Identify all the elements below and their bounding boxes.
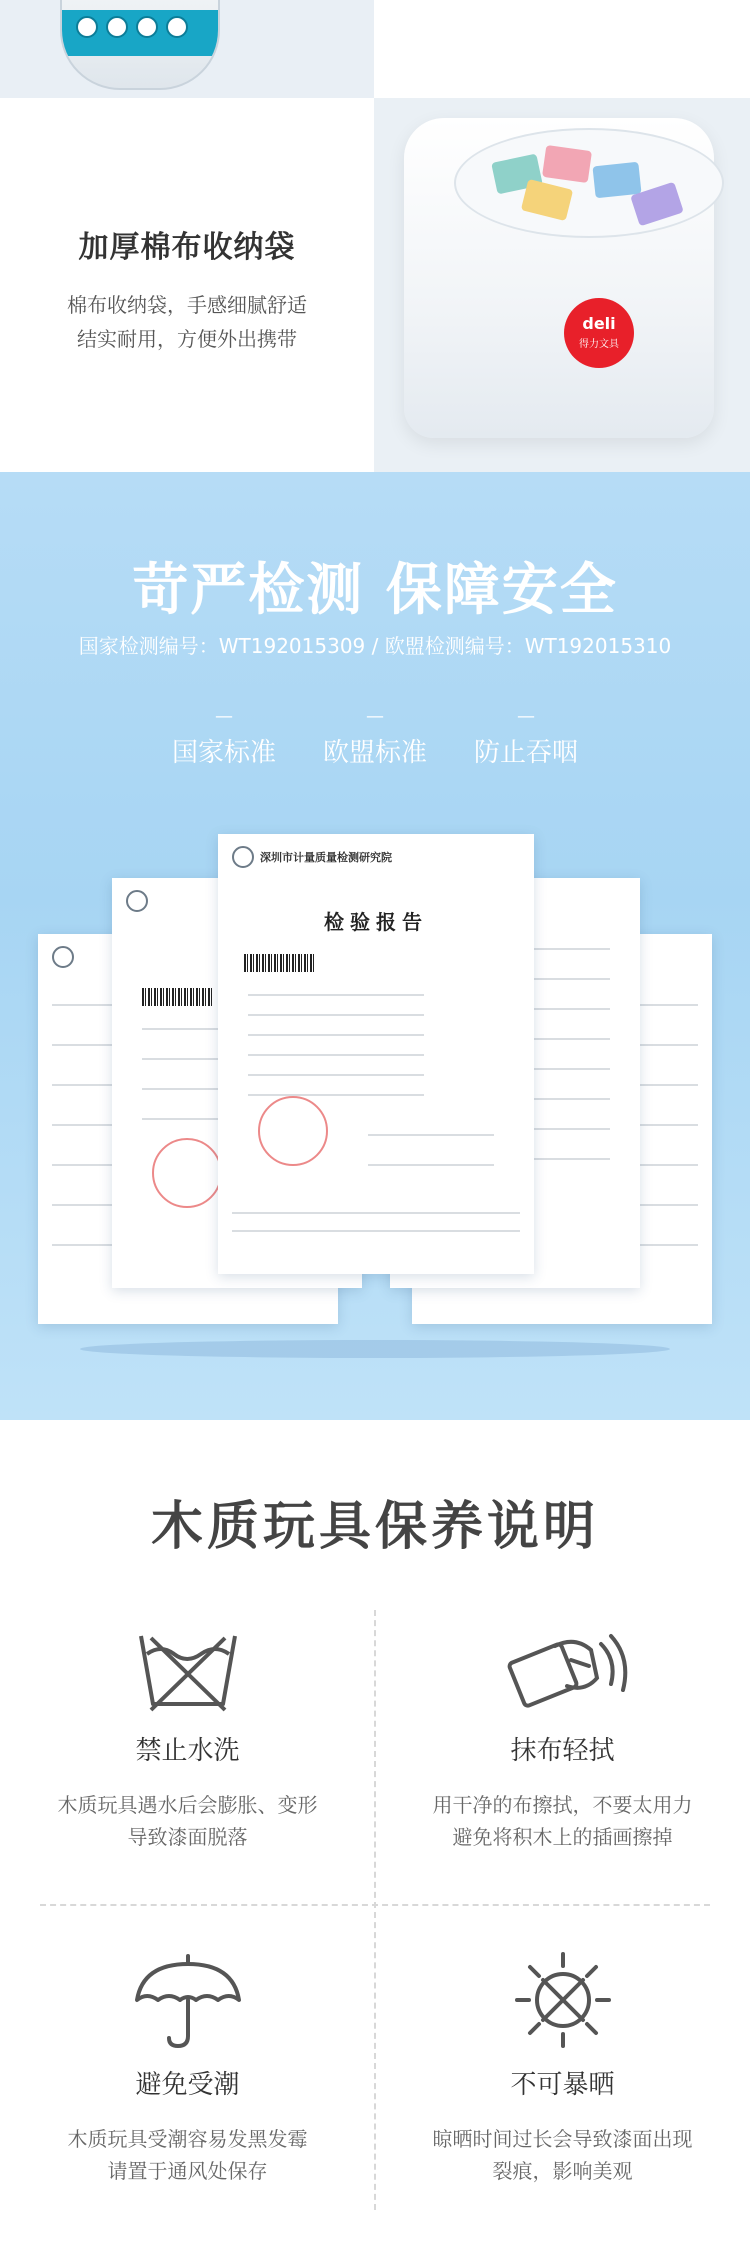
deli-logo-cn-text: 得力文具	[579, 339, 619, 350]
report-header	[52, 946, 74, 968]
testing-title: 苛严检测 保障安全	[132, 558, 618, 623]
report-line	[248, 1014, 424, 1016]
care-section	[0, 1420, 750, 2254]
care-item-desc	[375, 2123, 750, 2187]
care-item-title: 不可暴晒	[510, 2070, 615, 2100]
care-item-desc	[375, 1789, 750, 1853]
care-desc-line-1: 晾晒时间过长会导致漆面出现	[432, 2127, 693, 2151]
care-item-title: 禁止水洗	[135, 1736, 240, 1766]
report-header	[232, 846, 392, 868]
umbrella-icon	[133, 1950, 243, 2050]
org-name: 深圳市计量质量检测研究院	[260, 851, 392, 864]
bag-description	[0, 288, 374, 356]
red-stamp	[152, 1138, 222, 1208]
report-line	[248, 1074, 424, 1076]
jar-badge-icon	[166, 16, 188, 38]
care-desc-line-2: 避免将积木上的插画擦掉	[452, 1825, 673, 1849]
storage-bag-section	[0, 0, 750, 472]
report-line	[248, 994, 424, 996]
jar-illustration	[60, 0, 220, 90]
front-report-document	[218, 834, 534, 1274]
horizontal-divider	[40, 1904, 710, 1906]
standard-dash: —	[517, 706, 535, 727]
documents-shadow	[80, 1340, 670, 1358]
cloth-wipe-icon	[493, 1626, 633, 1716]
care-desc-line-1: 木质玩具遇水后会膨胀、变形	[57, 1793, 318, 1817]
signature-line	[368, 1134, 494, 1136]
standard-dash: —	[215, 706, 233, 727]
standard-dash: —	[366, 706, 384, 727]
report-line	[248, 1034, 424, 1036]
deli-logo	[564, 298, 634, 368]
care-desc-line-2: 导致漆面脱落	[127, 1825, 248, 1849]
org-seal-icon	[232, 846, 254, 868]
care-desc-line-2: 裂痕，影响美观	[492, 2159, 633, 2183]
report-footer-line	[232, 1212, 520, 1214]
care-item-avoid-damp	[0, 1950, 375, 2187]
care-item-desc	[0, 2123, 375, 2187]
org-seal-icon	[126, 890, 148, 912]
bag-heading: 加厚棉布收纳袋	[78, 230, 296, 265]
jar-badge-icon	[106, 16, 128, 38]
report-header	[126, 890, 148, 912]
standard-label: 国家标准	[171, 738, 276, 768]
product-jar-image	[0, 0, 374, 98]
wood-block	[592, 162, 641, 199]
org-seal-icon	[52, 946, 74, 968]
standard-swallow	[426, 708, 626, 769]
testing-codes: 国家检测编号：WT192015309 / 欧盟检测编号：WT192015310	[78, 634, 672, 658]
care-item-title: 避免受潮	[135, 2070, 240, 2100]
no-wash-icon	[133, 1626, 243, 1716]
wood-block	[542, 145, 592, 183]
bag-desc-line-2: 结实耐用，方便外出携带	[77, 327, 297, 351]
jar-badge-icon	[136, 16, 158, 38]
care-item-no-wash	[0, 1626, 375, 1853]
cloth-bag-illustration	[404, 118, 714, 438]
signature-line	[368, 1164, 494, 1166]
no-sun-icon	[513, 1950, 613, 2050]
standard-label: 防止吞咽	[473, 738, 578, 768]
report-line	[248, 1094, 424, 1096]
care-item-title: 抹布轻拭	[510, 1736, 615, 1766]
bag-desc-line-1: 棉布收纳袋，手感细腻舒适	[67, 293, 307, 317]
barcode	[142, 988, 212, 1006]
jar-badge-icon	[76, 16, 98, 38]
care-item-cloth-wipe	[375, 1626, 750, 1853]
report-footer-line	[232, 1230, 520, 1232]
report-line	[248, 1054, 424, 1056]
care-desc-line-1: 木质玩具受潮容易发黑发霉	[67, 2127, 308, 2151]
standard-label: 欧盟标准	[322, 738, 427, 768]
care-item-desc	[0, 1789, 375, 1853]
red-stamp	[258, 1096, 328, 1166]
barcode	[244, 954, 316, 972]
bag-text-panel	[0, 0, 374, 472]
storage-bag-image	[374, 98, 750, 472]
care-desc-line-1: 用干净的布擦拭，不要太用力	[432, 1793, 693, 1817]
testing-section	[0, 472, 750, 1420]
deli-logo-text: deli	[582, 314, 616, 333]
care-item-no-sun	[375, 1950, 750, 2187]
report-title: 检验报告	[324, 910, 428, 934]
care-desc-line-2: 请置于通风处保存	[107, 2159, 268, 2183]
care-title: 木质玩具保养说明	[150, 1497, 599, 1557]
